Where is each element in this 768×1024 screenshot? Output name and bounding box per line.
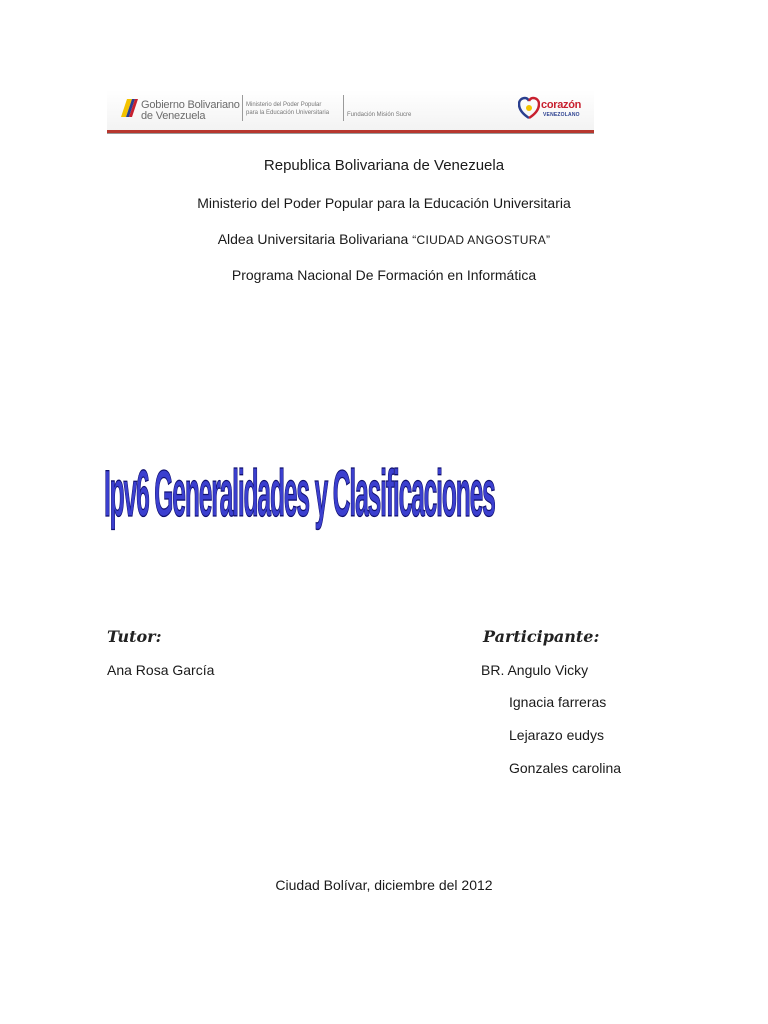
fundacion-text: Fundación Misión Sucre [347, 112, 412, 118]
place-date: Ciudad Bolívar, diciembre del 2012 [275, 877, 493, 893]
venezolano-logo-text: VENEZOLANO [543, 112, 580, 118]
venezuela-flag-logo-icon [119, 97, 139, 119]
participant-name: BR. Angulo Vicky [481, 662, 589, 678]
gobierno-line-1: Gobierno Bolivariano [141, 99, 240, 111]
corazon-heart-logo-icon [518, 96, 540, 120]
participant-name: Gonzales carolina [509, 760, 622, 776]
programa-heading: Programa Nacional De Formación en Informática [231, 267, 537, 283]
gobierno-line-2: de Venezuela [141, 110, 206, 122]
aldea-name: “CIUDAD ANGOSTURA” [412, 233, 551, 247]
document-title-text: Ipv6 Generalidades y Clasificaciones [104, 456, 495, 531]
ministerio-line-2: para la Educación Universitaria [246, 110, 330, 116]
header-banner [107, 90, 594, 133]
tutor-name: Ana Rosa García [107, 662, 215, 678]
banner-divider [242, 95, 243, 121]
participante-label: Participante: [483, 627, 600, 646]
banner-divider [343, 95, 344, 121]
aldea-prefix: Aldea Universitaria Bolivariana [217, 231, 413, 247]
document-title [84, 430, 684, 560]
corazon-logo-text: corazón [541, 99, 582, 111]
republica-heading: Republica Bolivariana de Venezuela [263, 157, 505, 174]
aldea-heading [0, 231, 768, 247]
ministerio-heading: Ministerio del Poder Popular para la Educación Universitaria [197, 195, 571, 211]
participant-name: Lejarazo eudys [509, 727, 604, 743]
participant-name: Ignacia farreras [509, 694, 607, 710]
tutor-label: Tutor: [107, 627, 162, 646]
ministerio-line-1: Ministerio del Poder Popular [246, 102, 322, 108]
